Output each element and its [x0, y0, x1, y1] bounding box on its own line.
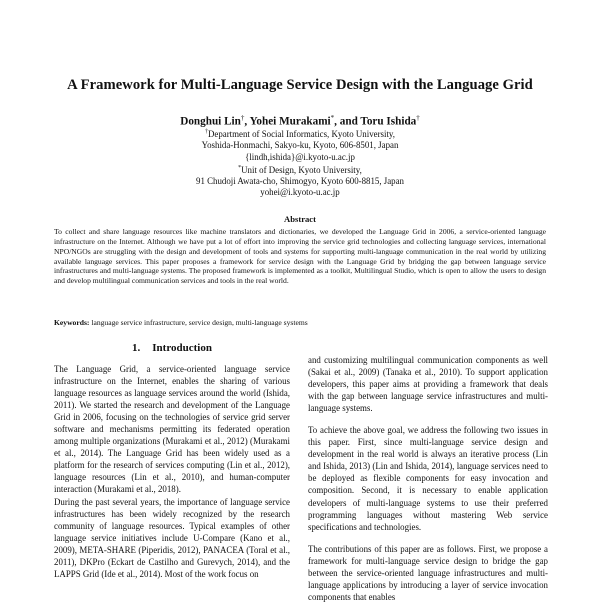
abstract-heading: Abstract [284, 214, 316, 224]
author-line: Donghui Lin†, Yohei Murakami*, and Toru Ishida† [180, 114, 420, 128]
section-number: 1. [132, 342, 141, 354]
section-heading [54, 342, 290, 356]
paper-title: A Framework for Multi-Language Service Design with the Language Grid [67, 77, 533, 93]
paragraph: and customizing multilingual communication components as well (Sakai et al., 2009) (Tanaka et al., 2010). To support application developers, this paper aims at providing a framework that deals with the gap between language service infrastructures and multi-language systems. [308, 355, 548, 414]
keywords-label: Keywords: [54, 318, 90, 327]
affiliation-email [40, 152, 560, 163]
affiliation-text: Department of Social Informatics, Kyoto University, [208, 128, 395, 139]
paragraph: During the past several years, the importance of language service infrastructures has been widely recognized by the research community of language resources. Typical examples of other language service initiatives include U-Compare (Kano et al., 2009), META-SHARE (Piperidis, 2012), PANACEA (Toral et al., 2011), DKPro (Eckart de Castilho and Gurevych, 2014), and the LAPPS Grid (Ide et al., 2014). Most of the work focus on [54, 496, 290, 579]
keywords [54, 318, 546, 328]
paragraph-gap [308, 414, 548, 424]
affiliation-line [40, 176, 560, 187]
author-name: and Toru Ishida [339, 115, 417, 128]
paragraph: The contributions of this paper are as follows. First, we propose a framework for multi-language service design to bridge the gap between the service-oriented language infrastructures and multi-language applications by introducing a layer of service invocation components that enables [308, 543, 548, 602]
paragraph: To achieve the above goal, we address the following two issues in this paper. First, since multi-language service design and development in the real world is always an iterative process (Lin and Ishida, 2013) (Lin and Ishida, 2014), language services need to be deployed as flexible components for easy invocation and composition. Second, it is necessary to enable application developers of multi-language systems to use their preferred programming languages without mastering Web service specifications and technologies. [308, 425, 548, 532]
affiliation-text: Yoshida-Honmachi, Sakyo-ku, Kyoto, 606-8501, Japan [201, 140, 399, 151]
author-mark: † [240, 114, 245, 122]
keywords-text: language service infrastructure, service design, multi-language systems [91, 318, 308, 327]
left-column [54, 342, 290, 580]
affiliation-line [40, 127, 560, 140]
affiliation-mark: * [238, 164, 242, 171]
affiliation-email [40, 187, 560, 198]
paragraph: The Language Grid, a service-oriented language service infrastructure on the Internet, enables the sharing of various language resources as language services around the world (Ishida, 2011). We started the research and development of the Language Grid in 2006, focusing on the technologies of service grid server software and mechanisms permitting its federated operation among multiple organizations (Murakami et al., 2012) (Murakami et al., 2014). The Language Grid has been widely used as a platform for the research of services computing (Lin et al., 2012), language resources (Lin et al., 2010), and human-computer interaction (Murakami et al., 2018). [54, 364, 290, 495]
affiliation-mark: † [205, 129, 208, 135]
right-column [308, 354, 548, 603]
author-name: Donghui Lin [180, 115, 241, 128]
affiliation-text: yohei@i.kyoto-u.ac.jp [260, 187, 340, 198]
paragraph-gap [308, 533, 548, 543]
abstract-body: To collect and share language resources like machine translators and dictionaries, we developed the Language Grid in 2006, a service-oriented language infrastructure on the Internet. Although we have put a lot of effort into improving the service grid technologies and collecting language services, international NPO/NGOs are struggling with the design and development of tools and systems for supporting multi-language communication in the real world by utilizing available language services. This paper proposes a framework for service design with the Language Grid by bridging the gap between language service infrastructures and multi-language systems. The proposed framework is implemented as a toolkit, Multilingual Studio, which is open to allow the users to design and develop multilingual communication services and tools in the real world. [54, 227, 546, 286]
author-mark: * [330, 114, 335, 122]
affiliation-text: {lindh,ishida}@i.kyoto-u.ac.jp [245, 151, 355, 162]
affiliation-line [40, 163, 560, 176]
affiliation-text: 91 Chudoji Awata-cho, Shimogyo, Kyoto 600-8815, Japan [196, 176, 404, 187]
affiliations [40, 127, 560, 199]
affiliation-text: Unit of Design, Kyoto University, [241, 164, 362, 175]
author-name: Yohei Murakami [249, 115, 331, 128]
author-mark: † [416, 114, 420, 122]
affiliation-line [40, 140, 560, 151]
section-title: Introduction [152, 342, 212, 354]
